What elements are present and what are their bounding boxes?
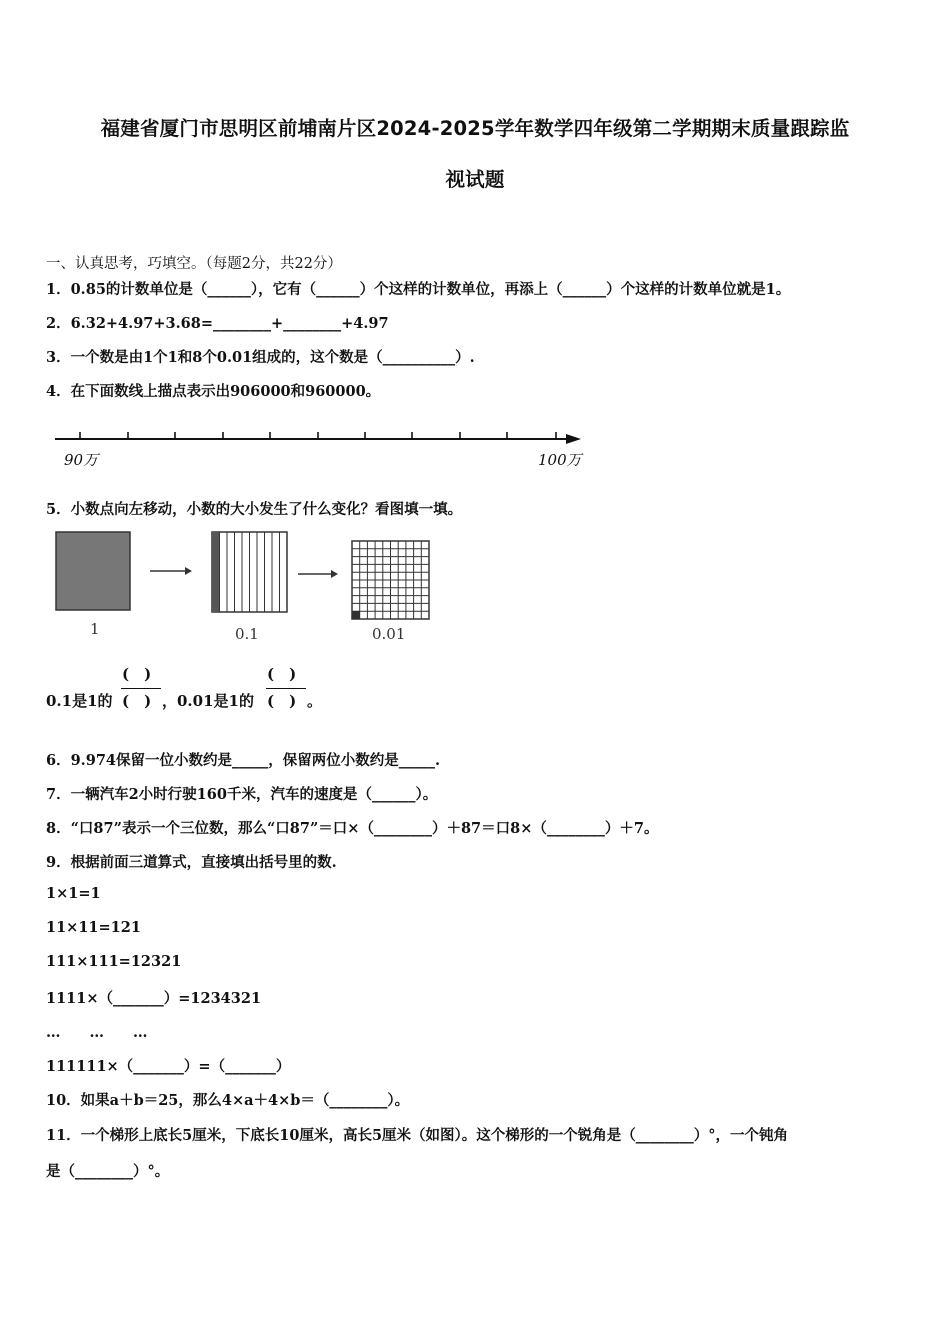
fraction-denominator-blank-2[interactable]: ( ) [267,692,297,710]
hundredths-square [352,541,429,619]
label-one: 1 [90,620,100,638]
number-line [50,425,595,475]
tenths-square [212,532,287,612]
section-heading: 一、认真思考，巧填空。（每题2分，共22分） [46,256,342,272]
whole-square [56,532,130,610]
question-10: 10．如果a＋b＝25，那么4×a＋4×b＝（________）。 [46,1092,410,1109]
decimal-squares-figure [50,526,450,646]
label-hundredth: 0.01 [372,625,406,643]
question-1: 1．0.85的计数单位是（______），它有（______）个这样的计数单位，再添上（______）个这样的计数单位就是1。 [46,281,791,298]
question-3: 3．一个数是由1个1和8个0.01组成的，这个数是（__________）. [46,349,475,366]
q9-line-4: 1111×（_______）=1234321 [46,990,262,1007]
q9-line-1: 1×1=1 [46,885,101,902]
fraction-numerator-blank-2[interactable]: ( ) [267,665,297,683]
q9-line-5: … … … [46,1024,148,1041]
question-6: 6．9.974保留一位小数约是_____，保留两位小数约是_____. [46,752,441,769]
question-11-continued: 是（________）°。 [46,1163,170,1180]
question-11: 11．一个梯形上底长5厘米，下底长10厘米，高长5厘米（如图）。这个梯形的一个锐角是（________）°，一个钝角 [46,1127,789,1144]
question-5: 5．小数点向左移动，小数的大小发生了什么变化？看图填一填。 [46,501,463,518]
page-title: 福建省厦门市思明区前埔南片区2024-2025学年数学四年级第二学期期末质量跟踪监 [100,117,850,140]
fraction-bar-2 [266,688,306,689]
question-4: 4．在下面数线上描点表示出906000和960000。 [46,383,381,400]
question-2: 2．6.32+4.97+3.68=________+________+4.97 [46,315,389,332]
numberline-end-label: 100万 [538,451,582,469]
fraction-text-3: 。 [307,692,323,710]
question-9: 9．根据前面三道算式，直接填出括号里的数. [46,854,337,871]
fraction-numerator-blank-1[interactable]: ( ) [122,665,152,683]
page-title-continued: 视试题 [445,168,505,191]
q9-line-2: 11×11=121 [46,919,141,936]
fraction-text-2: ，0.01是1的 [162,692,254,710]
question-7: 7．一辆汽车2小时行驶160千米，汽车的速度是（______）。 [46,786,438,803]
fraction-bar-1 [121,688,161,689]
numberline-start-label: 90万 [64,451,99,469]
label-tenth: 0.1 [235,625,259,643]
fraction-denominator-blank-1[interactable]: ( ) [122,692,152,710]
q9-line-6: 111111×（_______）=（_______） [46,1058,291,1075]
fraction-text-1: 0.1是1的 [46,692,113,710]
q9-line-3: 111×111=12321 [46,953,182,970]
question-8: 8．“口87”表示一个三位数，那么“口87”＝口×（________）＋87＝口8×（________）＋7。 [46,820,659,837]
